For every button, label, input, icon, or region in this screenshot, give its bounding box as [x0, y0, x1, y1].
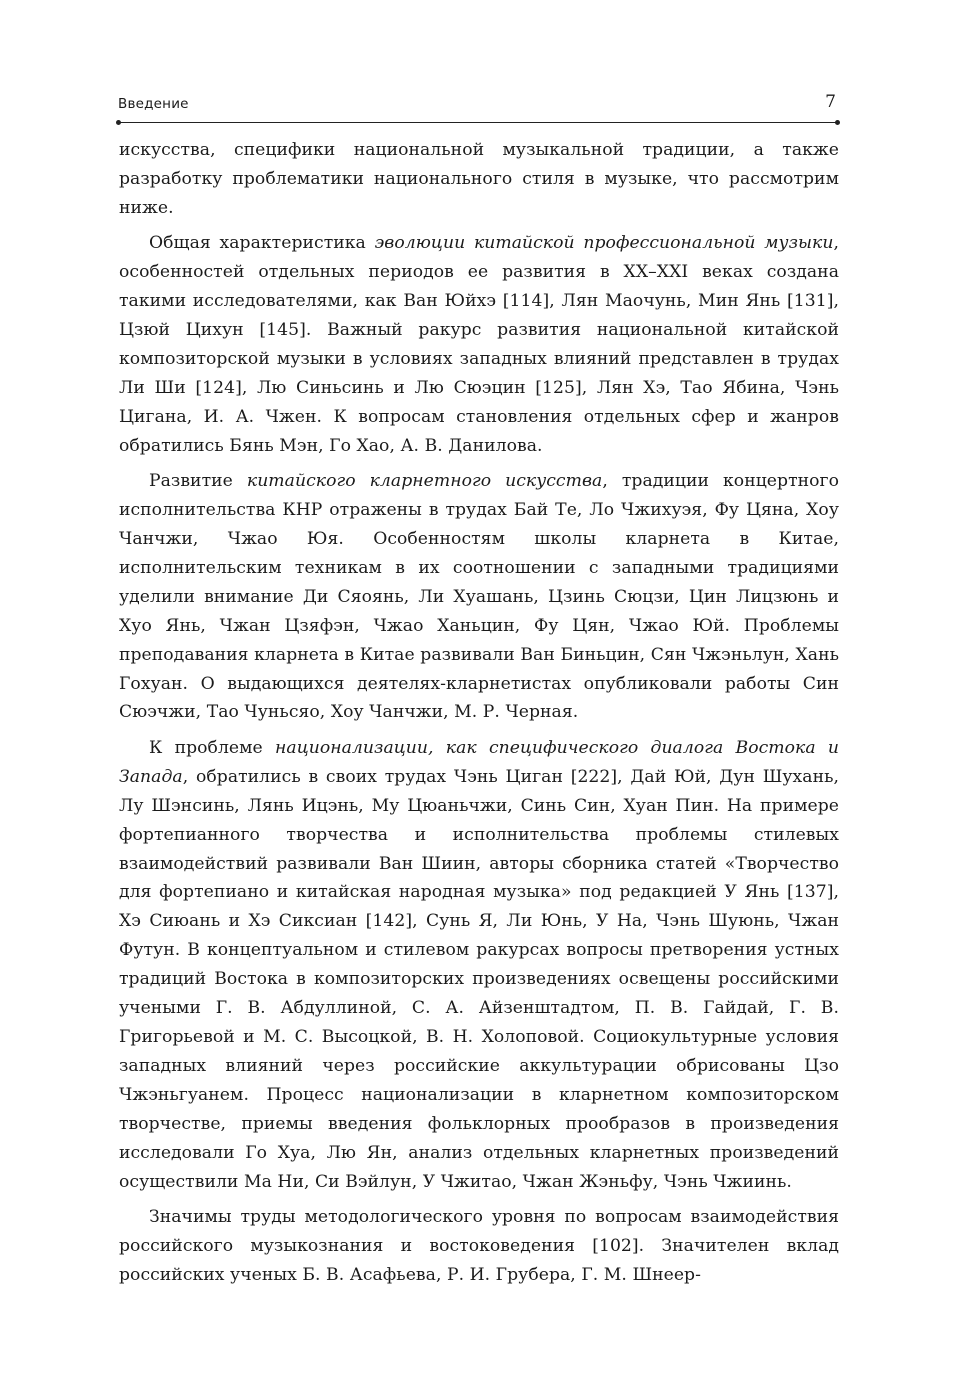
page-number: 7: [825, 92, 836, 112]
running-head: [118, 92, 838, 116]
italic-term: эволюции китайской профессиональной музыки: [374, 233, 834, 254]
text-run: Развитие: [149, 471, 247, 492]
paragraph-1: [119, 136, 839, 223]
text-run: , особенностей отдельных периодов ее развития в XX–XXI веках создана такими исследователями, как Ван Юйхэ [114], Лян Маочунь, Мин Янь [131], Цзюй Цихун [145]. Важный ракурс развития национальной китайской композиторской музыки в условиях западных влияний представлен в трудах Ли Ши [124], Лю Синьсинь и Лю Сюэцин [125], Лян Хэ, Тао Ябина, Чэнь Цигана, И. А. Чжен. К вопросам становления отдельных сфер и жанров обратились Бянь Мэн, Го Хао, А. В. Данилова.: [119, 233, 839, 456]
text-run: К проблеме: [149, 737, 276, 758]
italic-term: китайского кларнетного искусства: [246, 471, 603, 492]
italic-term: национализации, как специфического диалога Востока и Запада: [119, 737, 839, 787]
paragraph-2: [119, 229, 839, 460]
paragraph-5: [119, 1203, 839, 1290]
paragraph-4: [119, 734, 839, 1197]
text-run: , традиции концертного исполнительства КНР отражены в трудах Бай Те, Ло Чжихуэя, Фу Цяна, Хоу Чанчжи, Чжао Юя. Особенностям школы кларнета в Китае, исполнительским техникам в их соотношении с западными традициями уделили внимание Ди Сяоянь, Ли Хуашань, Цзинь Сюцзи, Цин Лицзюнь и Хуо Янь, Чжан Цзяфэн, Чжао Ханьцин, Фу Цян, Чжао Юй. Проблемы преподавания кларнета в Китае развивали Ван Биньцин, Сян Чжэньлун, Хань Гохуан. О выдающихся деятелях-кларнетистах опубликовали работы Син Сюэчжи, Тао Чуньсяо, Хоу Чанчжи, М. Р. Черная.: [119, 471, 839, 723]
text-run: Общая характеристика: [149, 233, 375, 254]
header-rule: [118, 122, 838, 123]
text-run: искусства, специфики национальной музыкальной традиции, а также разработку проблематики национального стиля в музыке, что рассмотрим ниже.: [119, 140, 839, 218]
section-title: Введение: [118, 96, 189, 112]
text-run: , обратились в своих трудах Чэнь Циган [222], Дай Юй, Дун Шухань, Лу Шэнсинь, Лянь Ицэнь, Му Цюаньчжи, Синь Син, Хуан Пин. На примере фортепианного творчества и исполнительства проблемы стилевых взаимодействий развивали Ван Шиин, авторы сборника статей «Творчество для фортепиано и китайская народная музыка» под редакцией У Янь [137], Хэ Сиюань и Хэ Сиксиан [142], Сунь Я, Ли Юнь, У На, Чэнь Шуюнь, Чжан Футун. В концептуальном и стилевом ракурсах вопросы претворения устных традиций Востока в композиторских произведениях освещены российскими учеными Г. В. Абдуллиной, С. А. Айзенштадтом, П. В. Гайдай, Г. В. Григорьевой и М. С. Высоцкой, В. Н. Холоповой. Социокультурные условия западных влияний через российские аккультурации обрисованы Цзо Чжэньгуанем. Процесс национализации в кларнетном композиторском творчестве, приемы введения фольклорных прообразов в произведения исследовали Го Хуа, Лю Ян, анализ отдельных кларнетных произведений осуществили Ма Ни, Си Вэйлун, У Чжитао, Чжан Жэньфу, Чэнь Чжиинь.: [119, 766, 839, 1192]
paragraph-3: [119, 467, 839, 727]
text-run: Значимы труды методологического уровня по вопросам взаимодействия российского музыкознания и востоковедения [102]. Значителен вклад российских ученых Б. В. Асафьева, Р. И. Грубера, Г. М. Шнеер-: [119, 1207, 839, 1285]
body-text: [119, 136, 839, 1296]
